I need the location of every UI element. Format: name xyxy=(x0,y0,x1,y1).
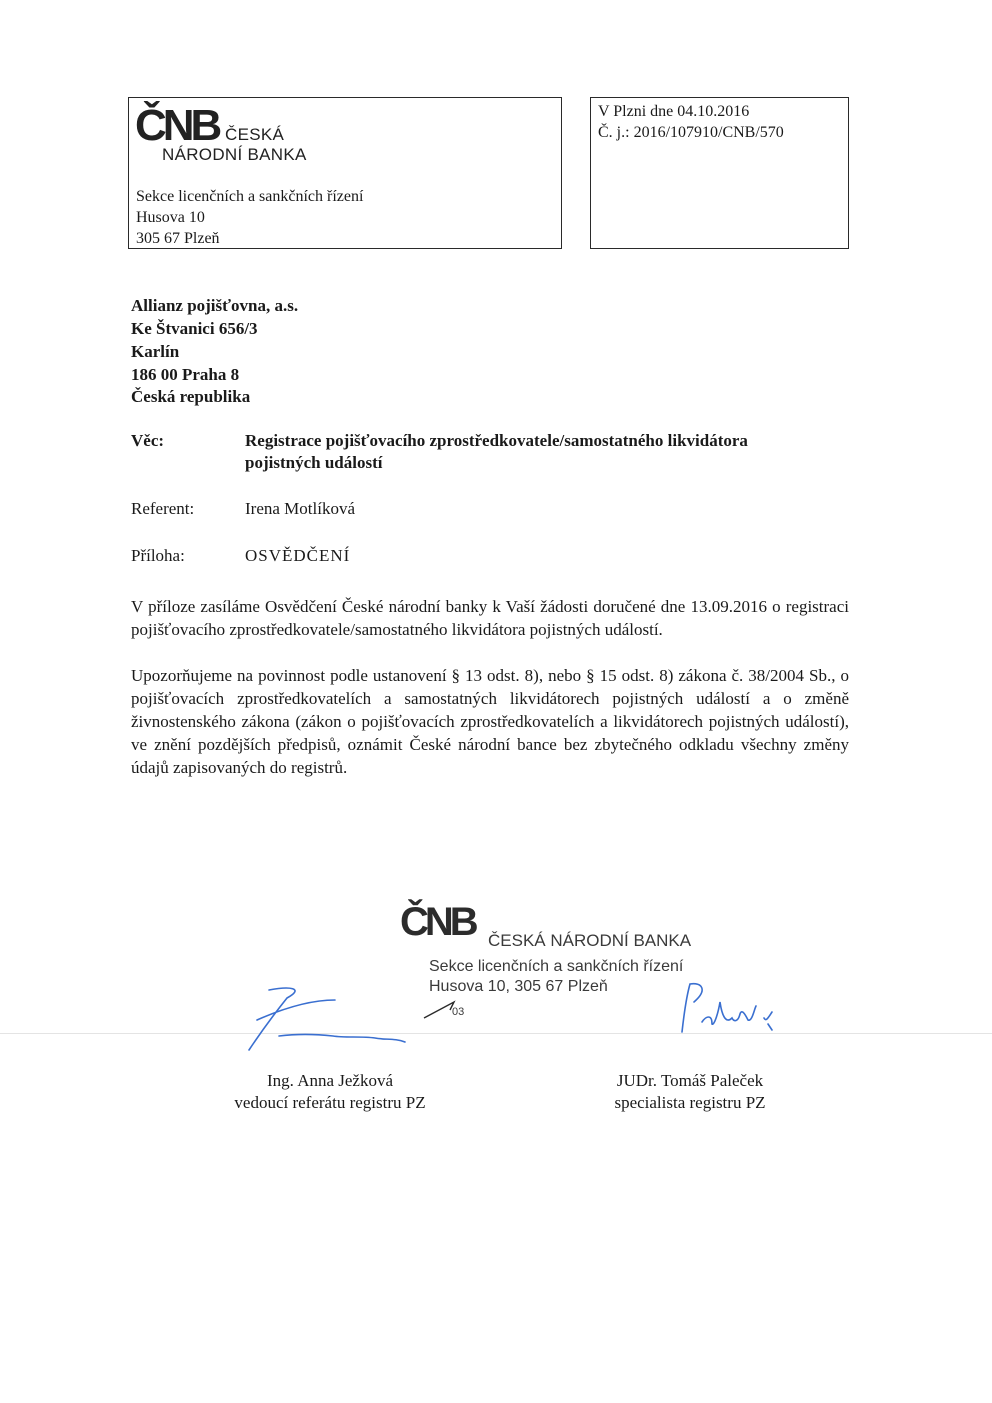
sender-city: 305 67 Plzeň xyxy=(136,230,220,247)
stamp-number: 03 xyxy=(452,1006,465,1018)
signer-right-title: specialista registru PZ xyxy=(614,1093,766,1112)
cnb-logo-mark: ČNB xyxy=(135,101,219,150)
attachment-value: OSVĚDČENÍ xyxy=(245,546,351,565)
fold-line xyxy=(0,1033,992,1034)
sender-department: Sekce licenčních a sankčních řízení xyxy=(136,188,364,205)
subject-line1: Registrace pojišťovacího zprostředkovatele/samostatného likvidátora xyxy=(245,431,748,450)
reference-box xyxy=(590,97,849,249)
signer-left-name: Ing. Anna Ježková xyxy=(266,1071,394,1090)
signature-right xyxy=(668,978,788,1040)
logo-text-line1: ČESKÁ xyxy=(225,125,285,144)
stamp-cnb-mark: ČNB xyxy=(400,900,475,944)
reference-number: Č. j.: 2016/107910/CNB/570 xyxy=(598,124,784,141)
subject-label: Věc: xyxy=(131,431,165,450)
recipient-country: Česká republika xyxy=(131,387,251,406)
stamp-department: Sekce licenčních a sankčních řízení xyxy=(429,958,684,975)
recipient-city: 186 00 Praha 8 xyxy=(131,365,240,384)
recipient-district: Karlín xyxy=(131,342,180,361)
attachment-label: Příloha: xyxy=(131,546,185,565)
referent-value: Irena Motlíková xyxy=(245,499,355,518)
logo-text-line2: NÁRODNÍ BANKA xyxy=(162,145,307,164)
place-date: V Plzni dne 04.10.2016 xyxy=(598,103,750,120)
stamp-address: Husova 10, 305 67 Plzeň xyxy=(429,978,608,995)
signer-left-title: vedoucí referátu registru PZ xyxy=(234,1093,426,1112)
sender-street: Husova 10 xyxy=(136,209,205,226)
stamp-bank-name: ČESKÁ NÁRODNÍ BANKA xyxy=(488,931,692,950)
referent-label: Referent: xyxy=(131,499,195,518)
body-paragraph-2: Upozorňujeme na povinnost podle ustanovení § 13 odst. 8), nebo § 15 odst. 8) zákona č. 38/2004 Sb., o pojišťovacích zprostředkovatelích a samostatných likvidátorech pojistných událostí a o změně živnostenského zákona (zákon o pojišťovacích zprostředkovatelích a likvidátorech pojistných událostí), ve znění pozdějších předpisů, oznámit České národní bance bez zbytečného odkladu všechny změny údajů zapisovaných do registrů. xyxy=(131,666,849,777)
recipient-street: Ke Štvanici 656/3 xyxy=(131,319,258,338)
signer-right-name: JUDr. Tomáš Paleček xyxy=(616,1071,764,1090)
stamp-number-stroke xyxy=(420,998,460,1022)
sender-box xyxy=(128,97,562,249)
subject-line2: pojistných událostí xyxy=(245,453,383,472)
recipient-name: Allianz pojišťovna, a.s. xyxy=(131,296,299,315)
body-paragraph-1: V příloze zasíláme Osvědčení České národní banky k Vaší žádosti doručené dne 13.09.2016 o registraci pojišťovacího zprostředkovatele/samostatného likvidátora pojistných událostí. xyxy=(131,597,849,639)
signature-left xyxy=(235,980,415,1060)
